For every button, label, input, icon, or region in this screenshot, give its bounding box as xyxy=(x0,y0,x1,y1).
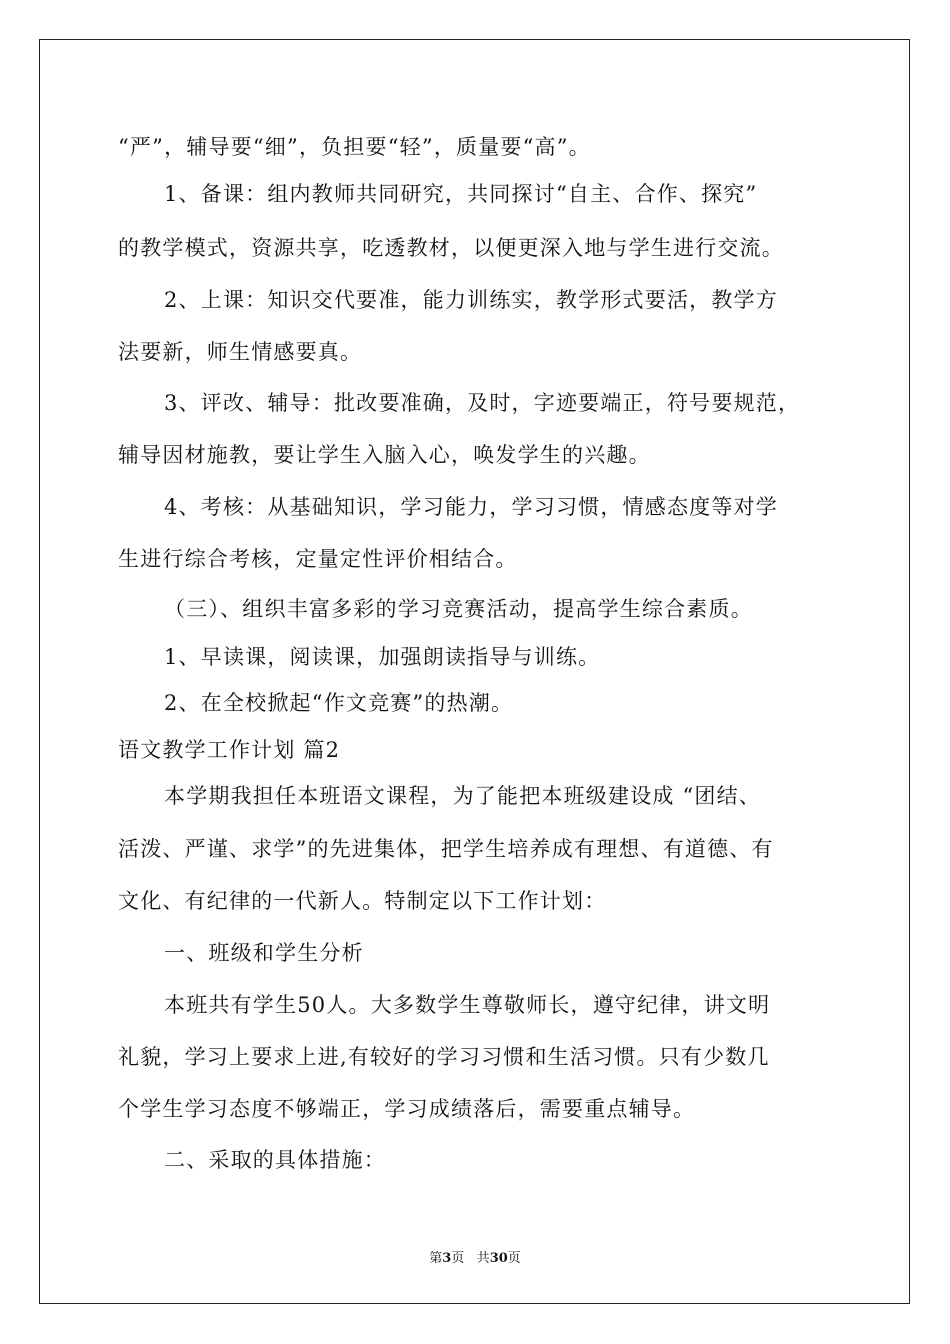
page-number: 3 xyxy=(442,1251,452,1266)
text-line: 1、备课：组内教师共同研究，共同探讨“自主、合作、探究” xyxy=(164,182,758,206)
text-line: 2、在全校掀起“作文竞赛”的热潮。 xyxy=(164,691,514,715)
text-line: 一、班级和学生分析 xyxy=(164,941,364,965)
text-line: 辅导因材施教，要让学生入脑入心，唤发学生的兴趣。 xyxy=(118,443,651,467)
total-label-suffix: 页 xyxy=(507,1251,521,1266)
page-footer xyxy=(0,1247,950,1266)
text-line: 生进行综合考核，定量定性评价相结合。 xyxy=(118,547,518,571)
text-line: （三）、组织丰富多彩的学习竞赛活动，提高学生综合素质。 xyxy=(164,597,753,621)
total-pages: 30 xyxy=(489,1251,508,1266)
text-line: 礼貌，学习上要求上进,有较好的学习习惯和生活习惯。只有少数几 xyxy=(118,1045,770,1069)
text-line: 二、采取的具体措施： xyxy=(164,1148,386,1172)
text-line: 2、上课：知识交代要准，能力训练实，教学形式要活，教学方 xyxy=(164,288,778,312)
section-heading: 语文教学工作计划 篇2 xyxy=(118,738,341,762)
text-line: 的教学模式，资源共享，吃透教材，以便更深入地与学生进行交流。 xyxy=(118,236,784,260)
text-line: 个学生学习态度不够端正，学习成绩落后，需要重点辅导。 xyxy=(118,1097,696,1121)
text-line: 活泼、严谨、求学”的先进集体，把学生培养成有理想、有道德、有 xyxy=(118,837,774,861)
text-line: 法要新，师生情感要真。 xyxy=(118,340,363,364)
text-line: “严”，辅导要“细”，负担要“轻”，质量要“高”。 xyxy=(118,135,591,159)
text-line: 本学期我担任本班语文课程，为了能把本班级建设成 “团结、 xyxy=(164,784,762,808)
page-label-suffix: 页 xyxy=(451,1251,465,1266)
total-label-prefix: 共 xyxy=(476,1251,490,1266)
text-line: 3、评改、辅导：批改要准确，及时，字迹要端正，符号要规范， xyxy=(164,391,801,415)
text-line: 本班共有学生50人。大多数学生尊敬师长，遵守纪律，讲文明 xyxy=(164,993,771,1017)
text-line: 文化、有纪律的一代新人。特制定以下工作计划： xyxy=(118,889,607,913)
page-label-prefix: 第 xyxy=(429,1251,443,1266)
text-line: 4、考核：从基础知识，学习能力，学习习惯，情感态度等对学 xyxy=(164,495,778,519)
text-line: 1、早读课，阅读课，加强朗读指导与训练。 xyxy=(164,645,601,669)
